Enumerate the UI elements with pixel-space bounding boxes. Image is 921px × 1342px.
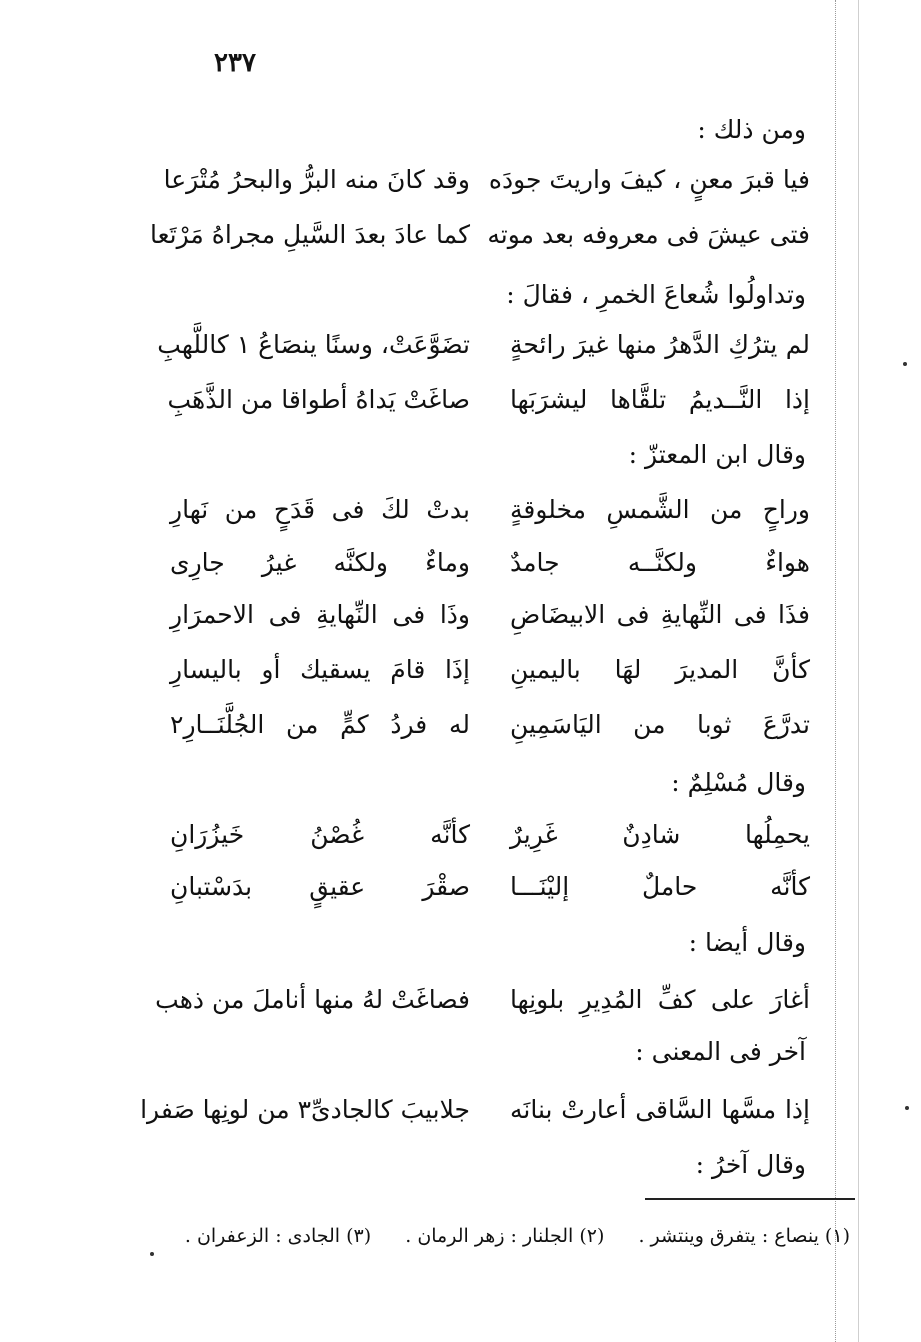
verse-second-hemistich: جلابيبَ كالجادىِّ٣ من لونِها صَفرا: [140, 1095, 470, 1124]
verse-first-hemistich: تدرَّعَ ثوبا من اليَاسَمِينِ: [510, 710, 810, 739]
footnote-separator: [645, 1198, 855, 1200]
verse-line: [170, 872, 810, 920]
verse-line: [170, 600, 810, 648]
verse-second-hemistich: فصاغَتْ لهُ منها أناملَ من ذهب: [155, 985, 470, 1014]
verse-line: [170, 495, 810, 543]
verse-first-hemistich: فتى عيشَ فى معروفه بعد موته: [487, 220, 810, 249]
verse-line: [149, 220, 810, 268]
verse-first-hemistich: فيا قبرَ معنٍ ، كيفَ واريتَ جودَه: [488, 165, 810, 194]
scan-speck: [150, 1252, 154, 1256]
verse-second-hemistich: له فردُ كمٍّ من الجُلَّنَــارِ٢: [170, 710, 470, 739]
verse-second-hemistich: وذَا فى النِّهايةِ فى الاحمرَارِ: [170, 600, 470, 629]
verse-line: [170, 820, 810, 868]
verse-line: [157, 330, 810, 378]
section-heading: وقال أيضا :: [688, 928, 806, 957]
verse-line: [167, 385, 810, 433]
footnote-2: (٢) الجلنار : زهر الرمان .: [405, 1225, 605, 1247]
section-heading: وقال مُسْلِمٌ :: [671, 768, 806, 797]
verse-second-hemistich: صقْرَ عقيقٍ بدَسْتبانِ: [170, 872, 470, 901]
verse-second-hemistich: بدتْ لكَ فى قَدَحٍ من نَهارِ: [170, 495, 470, 524]
verse-second-hemistich: تضَوَّعَتْ، وسنًا ينصَاعُ ١ كاللَّهبِ: [157, 330, 470, 359]
verse-first-hemistich: كأنَّ المديرَ لهَا باليمينِ: [510, 655, 810, 684]
verse-first-hemistich: هواءٌ ولكنَّــه جامدٌ: [510, 548, 810, 577]
verse-second-hemistich: وماءٌ ولكنَّه غيرُ جارِى: [170, 548, 470, 577]
verse-line: [155, 985, 810, 1033]
section-heading: آخر فى المعنى :: [635, 1037, 806, 1066]
page-number: ٢٣٧: [214, 48, 256, 78]
verse-first-hemistich: يحمِلُها شادِنٌ غَرِيرٌ: [510, 820, 810, 849]
verse-line: [170, 655, 810, 703]
verse-first-hemistich: إذا مسَّها السَّاقى أعارتْ بنانَه: [510, 1095, 810, 1124]
scan-speck: [905, 1106, 909, 1110]
verse-first-hemistich: كأنَّه حاملٌ إليْنَـــا: [510, 872, 810, 901]
verse-first-hemistich: لم يترُكِ الدَّهرُ منها غيرَ رائحةٍ: [510, 330, 810, 359]
verse-second-hemistich: كأنَّه غُصْنُ خَيزُرَانِ: [170, 820, 470, 849]
verse-first-hemistich: أغارَ على كفِّ المُدِيرِ بلونِها: [510, 985, 810, 1014]
verse-line: [140, 1095, 810, 1143]
verse-second-hemistich: وقد كانَ منه البرُّ والبحرُ مُتْرَعا: [163, 165, 470, 194]
verse-second-hemistich: صاغَتْ يَداهُ أطواقا من الذَّهَبِ: [167, 385, 470, 414]
scan-speck: [903, 362, 907, 366]
binding-edge-line: [858, 0, 859, 1342]
section-heading: وتداولُوا شُعاعَ الخمرِ ، فقالَ :: [506, 280, 806, 309]
verse-first-hemistich: وراحٍ من الشَّمسِ مخلوقةٍ: [510, 495, 810, 524]
verse-line: [163, 165, 810, 213]
verse-second-hemistich: كما عادَ بعدَ السَّيلِ مجراهُ مَرْتَعا: [149, 220, 470, 249]
verse-line: [170, 710, 810, 758]
footnotes: [150, 1225, 850, 1247]
verse-line: [170, 548, 810, 596]
binding-gutter-line: [835, 0, 836, 1342]
verse-first-hemistich: إذا النَّــديمُ تلقَّاها ليشرَبَها: [510, 385, 810, 414]
section-heading: وقال آخرُ :: [695, 1150, 806, 1179]
footnote-3: (٣) الجادى : الزعفران .: [184, 1225, 372, 1247]
section-heading: وقال ابن المعتزّ :: [628, 440, 806, 469]
verse-second-hemistich: إذَا قامَ يسقيك أو باليسارِ: [170, 655, 470, 684]
verse-first-hemistich: فذَا فى النِّهايةِ فى الابيضَاضِ: [510, 600, 810, 629]
section-heading: ومن ذلك :: [697, 115, 806, 144]
footnote-1: (١) ينصاع : يتفرق وينتشر .: [638, 1225, 850, 1247]
